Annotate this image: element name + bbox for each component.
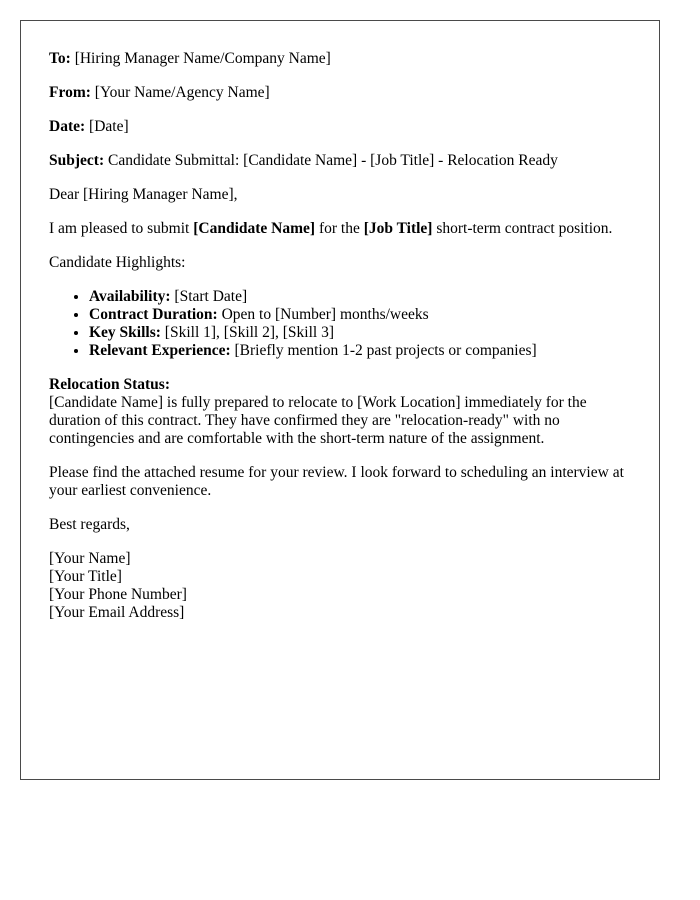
subject-value: Candidate Submittal: [Candidate Name] - [Job Title] - Relocation Ready [107,152,558,169]
signature-email: [Your Email Address] [49,604,185,621]
highlight-item-relevant-experience [89,342,631,360]
letter-document [20,20,660,780]
highlight-value: [Start Date] [170,288,248,305]
from-line [49,84,631,102]
highlight-value: [Skill 1], [Skill 2], [Skill 3] [160,324,335,341]
relocation-section [49,376,631,448]
subject-line [49,152,631,170]
closing-paragraph: Please find the attached resume for your review. I look forward to scheduling an interview at your earliest convenience. [49,464,624,499]
highlights-heading: Candidate Highlights: [49,254,186,271]
highlight-label: Contract Duration: [89,306,218,323]
intro-text-before: I am pleased to submit [49,220,194,237]
sign-off: Best regards, [49,516,130,533]
intro-text-after: short-term contract position. [432,220,613,237]
date-line [49,118,631,136]
intro-job-title: [Job Title] [363,220,433,237]
relocation-text: [Candidate Name] is fully prepared to relocate to [Work Location] immediately for the duration of this contract. They have confirmed they are "relocation-ready" with no contingencies and are comfortable with the short-term nature of the assignment. [49,394,587,447]
to-value: [Hiring Manager Name/Company Name] [74,50,331,67]
to-label: To: [49,50,71,67]
intro-text-middle: for the [315,220,364,237]
highlight-label: Availability: [89,288,171,305]
intro-candidate-name: [Candidate Name] [193,220,316,237]
subject-label: Subject: [49,152,105,169]
date-label: Date: [49,118,86,135]
date-value: [Date] [89,118,129,135]
signature-name: [Your Name] [49,550,131,567]
from-label: From: [49,84,91,101]
intro-paragraph [49,220,631,238]
highlights-list [49,288,631,360]
signature-block [49,550,631,622]
highlight-item-key-skills [89,324,631,342]
signature-phone: [Your Phone Number] [49,586,187,603]
greeting: Dear [Hiring Manager Name], [49,186,238,203]
highlight-item-availability [89,288,631,306]
from-value: [Your Name/Agency Name] [94,84,270,101]
highlight-item-contract-duration [89,306,631,324]
relocation-title: Relocation Status: [49,376,170,393]
signature-title: [Your Title] [49,568,122,585]
highlight-label: Relevant Experience: [89,342,231,359]
highlight-label: Key Skills: [89,324,161,341]
to-line [49,50,631,68]
highlight-value: [Briefly mention 1-2 past projects or companies] [230,342,537,359]
highlight-value: Open to [Number] months/weeks [217,306,429,323]
